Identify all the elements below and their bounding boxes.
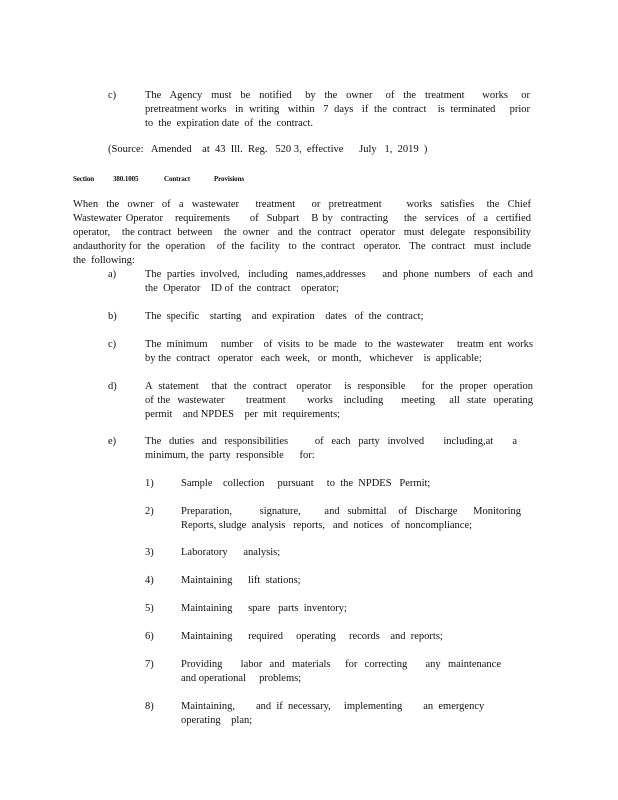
subitem-label: 4) [145, 575, 154, 586]
subitem-label: 1) [145, 478, 154, 489]
subitem-text: Maintaining spare parts inventory; [181, 603, 347, 614]
subitem-label: 2) [145, 506, 154, 517]
item-label: d) [108, 381, 117, 392]
section-title-contract: Contract [164, 175, 191, 183]
intro-paragraph: When the owner of a wastewater treatment or pretreatment works satisfies the Chief Wastewater Operator requirements of Subpart B by contracting the services of a certified operator, the contract between the owner and the contract operator must delegate responsibility andauthority for the operation of the facility to the contract operator. The contract must include the following: [73, 199, 545, 266]
subitem-label: 3) [145, 547, 154, 558]
source-note: (Source: Amended at 43 Ill. Reg. 520 3, effective July 1, 2019 ) [108, 144, 428, 155]
subitem-text: Providing labor and materials for correcting any maintenance and operational problems; [181, 659, 520, 684]
item-text: The parties involved, including names,addresses and phone numbers of each and the Operator ID of the contract operator; [145, 269, 536, 294]
subitem-label: 5) [145, 603, 154, 614]
subitem-label: 8) [145, 701, 154, 712]
subitem-text: Maintaining, and if necessary, implementing an emergency operating plan; [181, 701, 503, 726]
item-label: e) [108, 436, 117, 447]
subitem-text: Sample collection pursuant to the NPDES Permit; [181, 478, 431, 489]
item-text: The duties and responsibilities of each party involved including,at a minimum, the party responsible for: [145, 436, 523, 461]
subitem-text: Maintaining lift stations; [181, 575, 301, 586]
top-item-text: The Agency must be notified by the owner of the treatment works or pretreatment works in writing within 7 days if the contract is terminated prior to the expiration date of the contract. [145, 90, 538, 129]
item-text: A statement that the contract operator is responsible for the proper operation of the wastewater treatment works including meeting all state operating permit and NPDES per mit requirements; [145, 381, 547, 420]
item-text: The minimum number of visits to be made to the wastewater treatm ent works by the contract operator each week, or month, whichever is applicable; [145, 339, 539, 364]
section-number: 380.1005 [113, 175, 139, 183]
subitem-text: Maintaining required operating records and reports; [181, 631, 443, 642]
subitem-label: 7) [145, 659, 154, 670]
item-label: c) [108, 339, 117, 350]
item-label: a) [108, 269, 117, 280]
subitem-text: Preparation, signature, and submittal of Discharge Monitoring Reports, sludge analysis reports, and notices of noncompliance; [181, 506, 535, 531]
subitem-label: 6) [145, 631, 154, 642]
section-title-provisions: Provisions [214, 175, 244, 183]
top-item-label: c) [108, 90, 117, 101]
subitem-text: Laboratory analysis; [181, 547, 281, 558]
item-label: b) [108, 311, 117, 322]
item-text: The specific starting and expiration dates of the contract; [145, 311, 424, 322]
section-word: Section [73, 175, 95, 183]
